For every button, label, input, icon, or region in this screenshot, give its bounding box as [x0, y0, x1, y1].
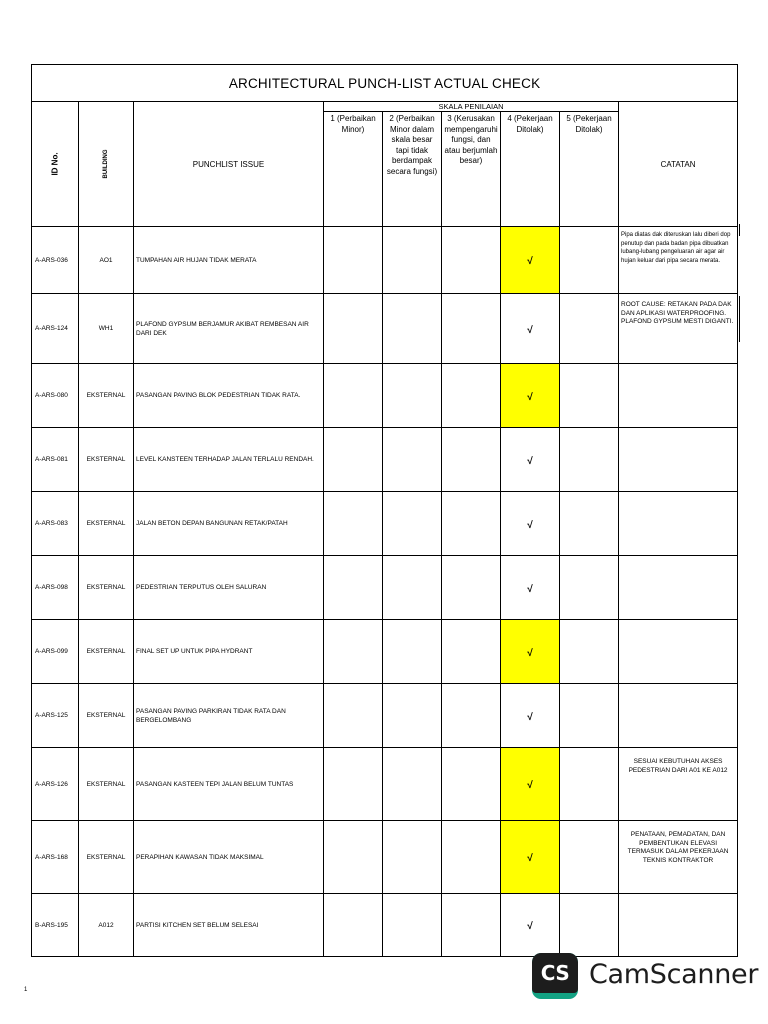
- cell-building: EKSTERNAL: [79, 620, 134, 684]
- table-row: [32, 556, 738, 620]
- header-note-label: CATATAN: [660, 159, 696, 169]
- camscanner-logo-icon: [532, 953, 578, 999]
- cell-id: B-ARS-195: [32, 894, 79, 957]
- cell-score-4: [501, 821, 560, 894]
- cell-note: ROOT CAUSE: RETAKAN PADA DAK DAN APLIKASI WATERPROOFING. PLAFOND GYPSUM MESTI DIGANTI.: [619, 294, 738, 364]
- cell-score-4: [501, 364, 560, 428]
- check-mark-icon: √: [527, 711, 533, 723]
- cell-score-1: [324, 492, 383, 556]
- cell-score-5: [560, 364, 619, 428]
- cell-issue: TUMPAHAN AIR HUJAN TIDAK MERATA: [134, 227, 324, 294]
- cell-note: [619, 620, 738, 684]
- cell-score-5: [560, 428, 619, 492]
- check-mark-icon: √: [527, 647, 533, 659]
- cell-score-5: [560, 748, 619, 821]
- header-score-5-label: 5 (Pekerjaan Ditolak): [566, 114, 612, 134]
- cell-score-5: [560, 620, 619, 684]
- header-issue-label: PUNCHLIST ISSUE: [192, 159, 265, 169]
- cell-score-2: [383, 556, 442, 620]
- header-building: [79, 102, 134, 227]
- cell-score-5: [560, 821, 619, 894]
- cell-score-2: [383, 684, 442, 748]
- cell-note: [619, 684, 738, 748]
- cell-score-2: [383, 428, 442, 492]
- cell-score-3: [442, 748, 501, 821]
- check-mark-icon: √: [527, 583, 533, 595]
- header-skala-label: SKALA PENILAIAN: [438, 102, 504, 111]
- cell-issue: PLAFOND GYPSUM BERJAMUR AKIBAT REMBESAN AIR DARI DEK: [134, 294, 324, 364]
- cell-score-3: [442, 894, 501, 957]
- punchlist-table: [31, 64, 738, 957]
- cell-building: EKSTERNAL: [79, 428, 134, 492]
- cell-id: A-ARS-080: [32, 364, 79, 428]
- table-row: [32, 684, 738, 748]
- cell-id: A-ARS-036: [32, 227, 79, 294]
- header-score-2: [383, 112, 442, 227]
- cell-score-3: [442, 556, 501, 620]
- scan-edge-mark: [739, 224, 740, 236]
- header-skala-group: [324, 102, 619, 112]
- cell-score-1: [324, 894, 383, 957]
- header-score-2-label: 2 (Perbaikan Minor dalam skala besar tapi tidak berdampak secara fungsi): [386, 114, 438, 176]
- cell-note: [619, 364, 738, 428]
- scan-edge-mark: [739, 296, 740, 342]
- table-row: [32, 428, 738, 492]
- cell-building: AO1: [79, 227, 134, 294]
- cell-score-5: [560, 894, 619, 957]
- camscanner-wordmark: CamScanner: [589, 959, 759, 990]
- cell-issue: FINAL SET UP UNTUK PIPA HYDRANT: [134, 620, 324, 684]
- cell-score-2: [383, 227, 442, 294]
- cell-score-2: [383, 821, 442, 894]
- cell-score-3: [442, 492, 501, 556]
- header-building-label: BUILDING: [103, 149, 109, 179]
- cell-score-2: [383, 894, 442, 957]
- cell-score-1: [324, 294, 383, 364]
- cell-score-1: [324, 227, 383, 294]
- check-mark-icon: √: [527, 921, 533, 932]
- cell-issue: PEDESTRIAN TERPUTUS OLEH SALURAN: [134, 556, 324, 620]
- cell-issue: PERAPIHAN KAWASAN TIDAK MAKSIMAL: [134, 821, 324, 894]
- punchlist-rows: [32, 227, 738, 957]
- cell-score-4: [501, 748, 560, 821]
- cell-score-4: [501, 492, 560, 556]
- cell-score-3: [442, 364, 501, 428]
- check-mark-icon: √: [527, 519, 533, 531]
- header-score-3-label: 3 (Kerusakan mempengaruhi fungsi, dan atau berjumlah besar): [444, 114, 498, 165]
- cell-id: A-ARS-098: [32, 556, 79, 620]
- page-number: 1: [24, 987, 28, 993]
- cell-score-4: [501, 556, 560, 620]
- cell-score-3: [442, 227, 501, 294]
- cell-issue: PASANGAN PAVING BLOK PEDESTRIAN TIDAK RATA.: [134, 364, 324, 428]
- cell-note: [619, 492, 738, 556]
- cell-id: A-ARS-081: [32, 428, 79, 492]
- cell-id: A-ARS-124: [32, 294, 79, 364]
- cell-score-4: [501, 227, 560, 294]
- cell-score-5: [560, 684, 619, 748]
- header-note: [619, 102, 738, 227]
- cell-note: [619, 556, 738, 620]
- header-issue: [134, 102, 324, 227]
- cell-score-2: [383, 364, 442, 428]
- cell-score-4: [501, 294, 560, 364]
- cell-issue: PASANGAN KASTEEN TEPI JALAN BELUM TUNTAS: [134, 748, 324, 821]
- cell-building: EKSTERNAL: [79, 684, 134, 748]
- cell-building: EKSTERNAL: [79, 364, 134, 428]
- check-mark-icon: √: [527, 455, 533, 467]
- cell-score-5: [560, 556, 619, 620]
- cell-score-5: [560, 294, 619, 364]
- cell-building: EKSTERNAL: [79, 821, 134, 894]
- cell-issue: LEVEL KANSTEEN TERHADAP JALAN TERLALU RENDAH.: [134, 428, 324, 492]
- cell-score-1: [324, 748, 383, 821]
- cell-score-4: [501, 684, 560, 748]
- header-id: [32, 102, 79, 227]
- cell-score-2: [383, 294, 442, 364]
- cell-id: A-ARS-099: [32, 620, 79, 684]
- cell-note: SESUAI KEBUTUHAN AKSES PEDESTRIAN DARI A01 KE A012: [619, 748, 738, 821]
- cell-score-3: [442, 684, 501, 748]
- cell-score-5: [560, 227, 619, 294]
- document-title: [32, 65, 738, 102]
- cell-score-4: [501, 894, 560, 957]
- cell-score-2: [383, 748, 442, 821]
- table-row: [32, 364, 738, 428]
- check-mark-icon: √: [527, 853, 533, 864]
- header-score-4-label: 4 (Pekerjaan Ditolak): [507, 114, 553, 134]
- cell-score-1: [324, 684, 383, 748]
- cell-score-3: [442, 620, 501, 684]
- document-title-text: ARCHITECTURAL PUNCH-LIST ACTUAL CHECK: [228, 75, 541, 91]
- cell-score-2: [383, 620, 442, 684]
- table-row: [32, 821, 738, 894]
- check-mark-icon: √: [527, 256, 533, 267]
- cell-building: EKSTERNAL: [79, 556, 134, 620]
- cell-issue: PARTISI KITCHEN SET BELUM SELESAI: [134, 894, 324, 957]
- header-score-4: [501, 112, 560, 227]
- cell-score-1: [324, 364, 383, 428]
- cell-score-1: [324, 821, 383, 894]
- table-row: [32, 620, 738, 684]
- cell-id: A-ARS-083: [32, 492, 79, 556]
- cell-note: [619, 894, 738, 957]
- cell-building: WH1: [79, 294, 134, 364]
- table-row: [32, 894, 738, 957]
- check-mark-icon: √: [527, 780, 533, 791]
- cell-score-4: [501, 620, 560, 684]
- cell-score-5: [560, 492, 619, 556]
- cell-score-1: [324, 620, 383, 684]
- cell-issue: PASANGAN PAVING PARKIRAN TIDAK RATA DAN BERGELOMBANG: [134, 684, 324, 748]
- header-score-3: [442, 112, 501, 227]
- cell-score-1: [324, 428, 383, 492]
- cell-building: A012: [79, 894, 134, 957]
- cell-score-3: [442, 294, 501, 364]
- header-score-1: [324, 112, 383, 227]
- cell-score-4: [501, 428, 560, 492]
- check-mark-icon: √: [527, 391, 533, 403]
- cell-id: A-ARS-168: [32, 821, 79, 894]
- header-score-5: [560, 112, 619, 227]
- cell-building: EKSTERNAL: [79, 748, 134, 821]
- cell-score-1: [324, 556, 383, 620]
- cell-note: Pipa diatas dak diteruskan lalu diberi dop penutup dan pada badan pipa dibuatkan lubang-lubang pengeluaran air agar air hujan keluar dari pipa secara merata.: [619, 227, 738, 294]
- cell-score-3: [442, 428, 501, 492]
- header-id-label: ID No.: [50, 152, 60, 176]
- cell-note: PENATAAN, PEMADATAN, DAN PEMBENTUKAN ELEVASI TERMASUK DALAM PEKERJAAN TEKNIS KONTRAKTOR: [619, 821, 738, 894]
- cell-score-3: [442, 821, 501, 894]
- cell-issue: JALAN BETON DEPAN BANGUNAN RETAK/PATAH: [134, 492, 324, 556]
- table-row: [32, 227, 738, 294]
- table-row: [32, 492, 738, 556]
- cell-id: A-ARS-125: [32, 684, 79, 748]
- check-mark-icon: √: [527, 324, 533, 336]
- table-row: [32, 294, 738, 364]
- cell-id: A-ARS-126: [32, 748, 79, 821]
- camscanner-logo-text: CS: [532, 953, 578, 993]
- cell-building: EKSTERNAL: [79, 492, 134, 556]
- cell-score-2: [383, 492, 442, 556]
- table-row: [32, 748, 738, 821]
- cell-note: [619, 428, 738, 492]
- header-score-1-label: 1 (Perbaikan Minor): [330, 114, 376, 134]
